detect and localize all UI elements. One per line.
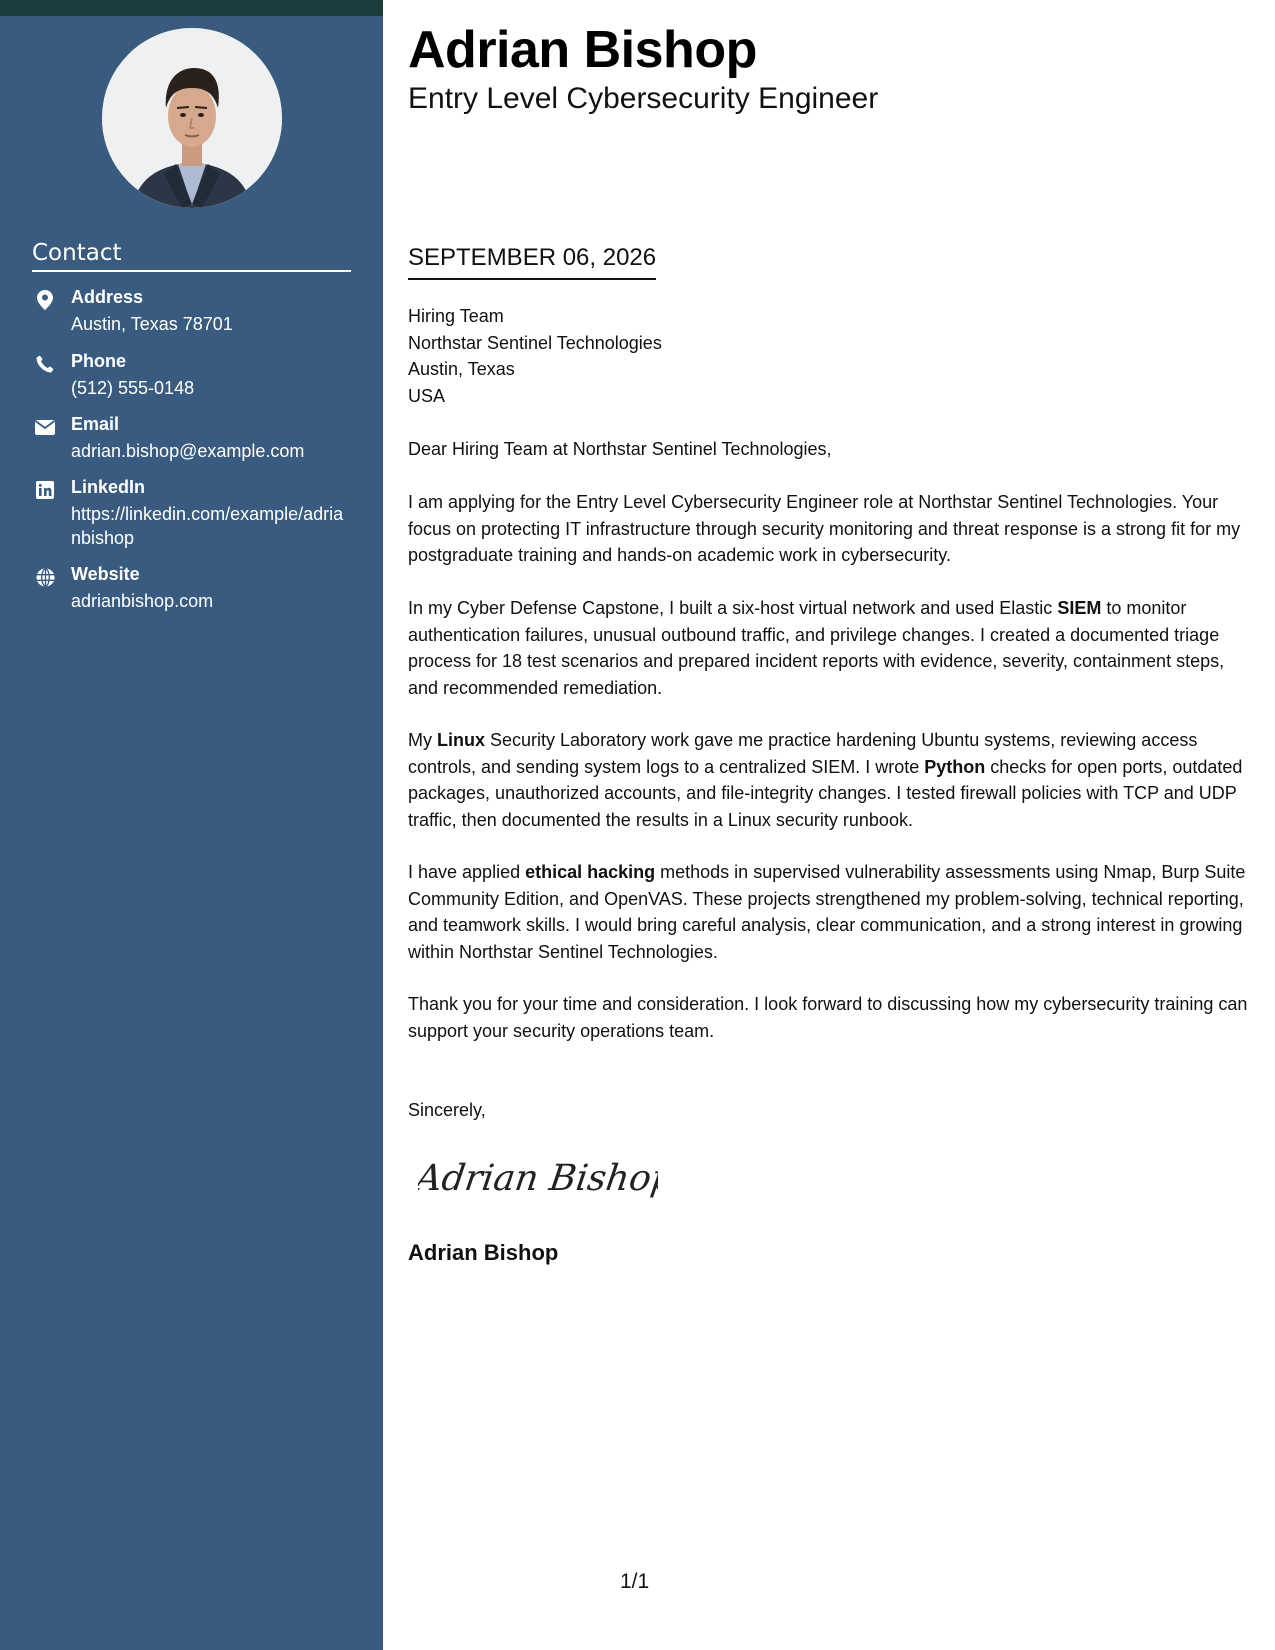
phone-icon	[34, 353, 56, 375]
emphasized-keyword: ethical hacking	[525, 862, 656, 882]
envelope-icon	[34, 416, 56, 438]
emphasized-keyword: Linux	[437, 730, 485, 750]
contact-value-phone: (512) 555-0148	[71, 378, 195, 398]
sidebar	[0, 0, 383, 1650]
contact-value-linkedin[interactable]: https://linkedin.com/example/adrianbishop	[71, 504, 344, 548]
body-paragraph: I am applying for the Entry Level Cybersecurity Engineer role at Northstar Sentinel Technologies. Your focus on protecting IT infrastructure through security monitoring and threat response is a strong fit for my postgraduate training and hands-on academic work in cybersecurity.	[408, 492, 1241, 565]
map-pin-icon	[34, 289, 56, 311]
job-title: Entry Level Cybersecurity Engineer	[408, 82, 879, 115]
profile-photo	[102, 28, 282, 208]
signer-name: Adrian Bishop	[408, 1240, 559, 1265]
applicant-name: Adrian Bishop	[408, 21, 757, 79]
sidebar-top-bar	[0, 0, 383, 16]
emphasized-keyword: Python	[924, 756, 986, 777]
contact-label-email: Email	[71, 414, 120, 434]
contact-value-address: Austin, Texas 78701	[71, 314, 233, 334]
closing: Sincerely,	[408, 1100, 486, 1120]
emphasized-keyword: SIEM	[1057, 598, 1102, 618]
contact-heading: Contact	[32, 240, 351, 272]
body-paragraph: I have applied ethical hacking methods in supervised vulnerability assessments using Nmap, Burp Suite Community Edition, and OpenVAS. These projects strengthened my problem-solving, technical reporting, and teamwork skills. I would bring careful analysis, clear communication, and a strong interest in growing within Northstar Sentinel Technologies.	[408, 862, 1246, 962]
body-paragraph: My Linux Security Laboratory work gave me practice hardening Ubuntu systems, reviewing access controls, and sending system logs to a centralized SIEM. I wrote Python checks for open ports, outdated packages, unauthorized accounts, and file-integrity changes. I tested firewall policies with TCP and UDP traffic, then documented the results in a Linux security runbook.	[408, 730, 1243, 830]
recipient-block	[408, 303, 1248, 409]
contact-label-address: Address	[71, 287, 144, 307]
globe-icon	[34, 566, 56, 588]
contact-label-website: Website	[71, 564, 140, 584]
contact-value-email[interactable]: adrian.bishop@example.com	[71, 441, 305, 461]
body-paragraph: Thank you for your time and consideration. I look forward to discussing how my cybersecurity training can support your security operations team.	[408, 994, 1248, 1041]
avatar	[102, 28, 282, 208]
recipient-line: Hiring Team	[408, 306, 504, 326]
recipient-line: USA	[408, 385, 446, 406]
contact-label-linkedin: LinkedIn	[71, 477, 146, 497]
signature	[418, 1150, 658, 1215]
recipient-line: Northstar Sentinel Technologies	[408, 332, 662, 353]
contact-value-website[interactable]: adrianbishop.com	[71, 591, 214, 611]
signature-text: Adrian Bishop	[418, 1156, 658, 1199]
body-paragraph: In my Cyber Defense Capstone, I built a six-host virtual network and used Elastic SIEM to monitor authentication failures, unusual outbound traffic, and privilege changes. I created a documented triage process for 18 test scenarios and prepared incident reports with evidence, severity, containment steps, and recommended remediation.	[408, 598, 1225, 698]
letter-date: SEPTEMBER 06, 2026	[408, 244, 656, 280]
recipient-line: Austin, Texas	[408, 359, 515, 379]
salutation: Dear Hiring Team at Northstar Sentinel Technologies,	[408, 439, 832, 459]
linkedin-icon	[34, 479, 56, 501]
page-number: 1/1	[620, 1570, 650, 1593]
contact-label-phone: Phone	[71, 351, 127, 371]
